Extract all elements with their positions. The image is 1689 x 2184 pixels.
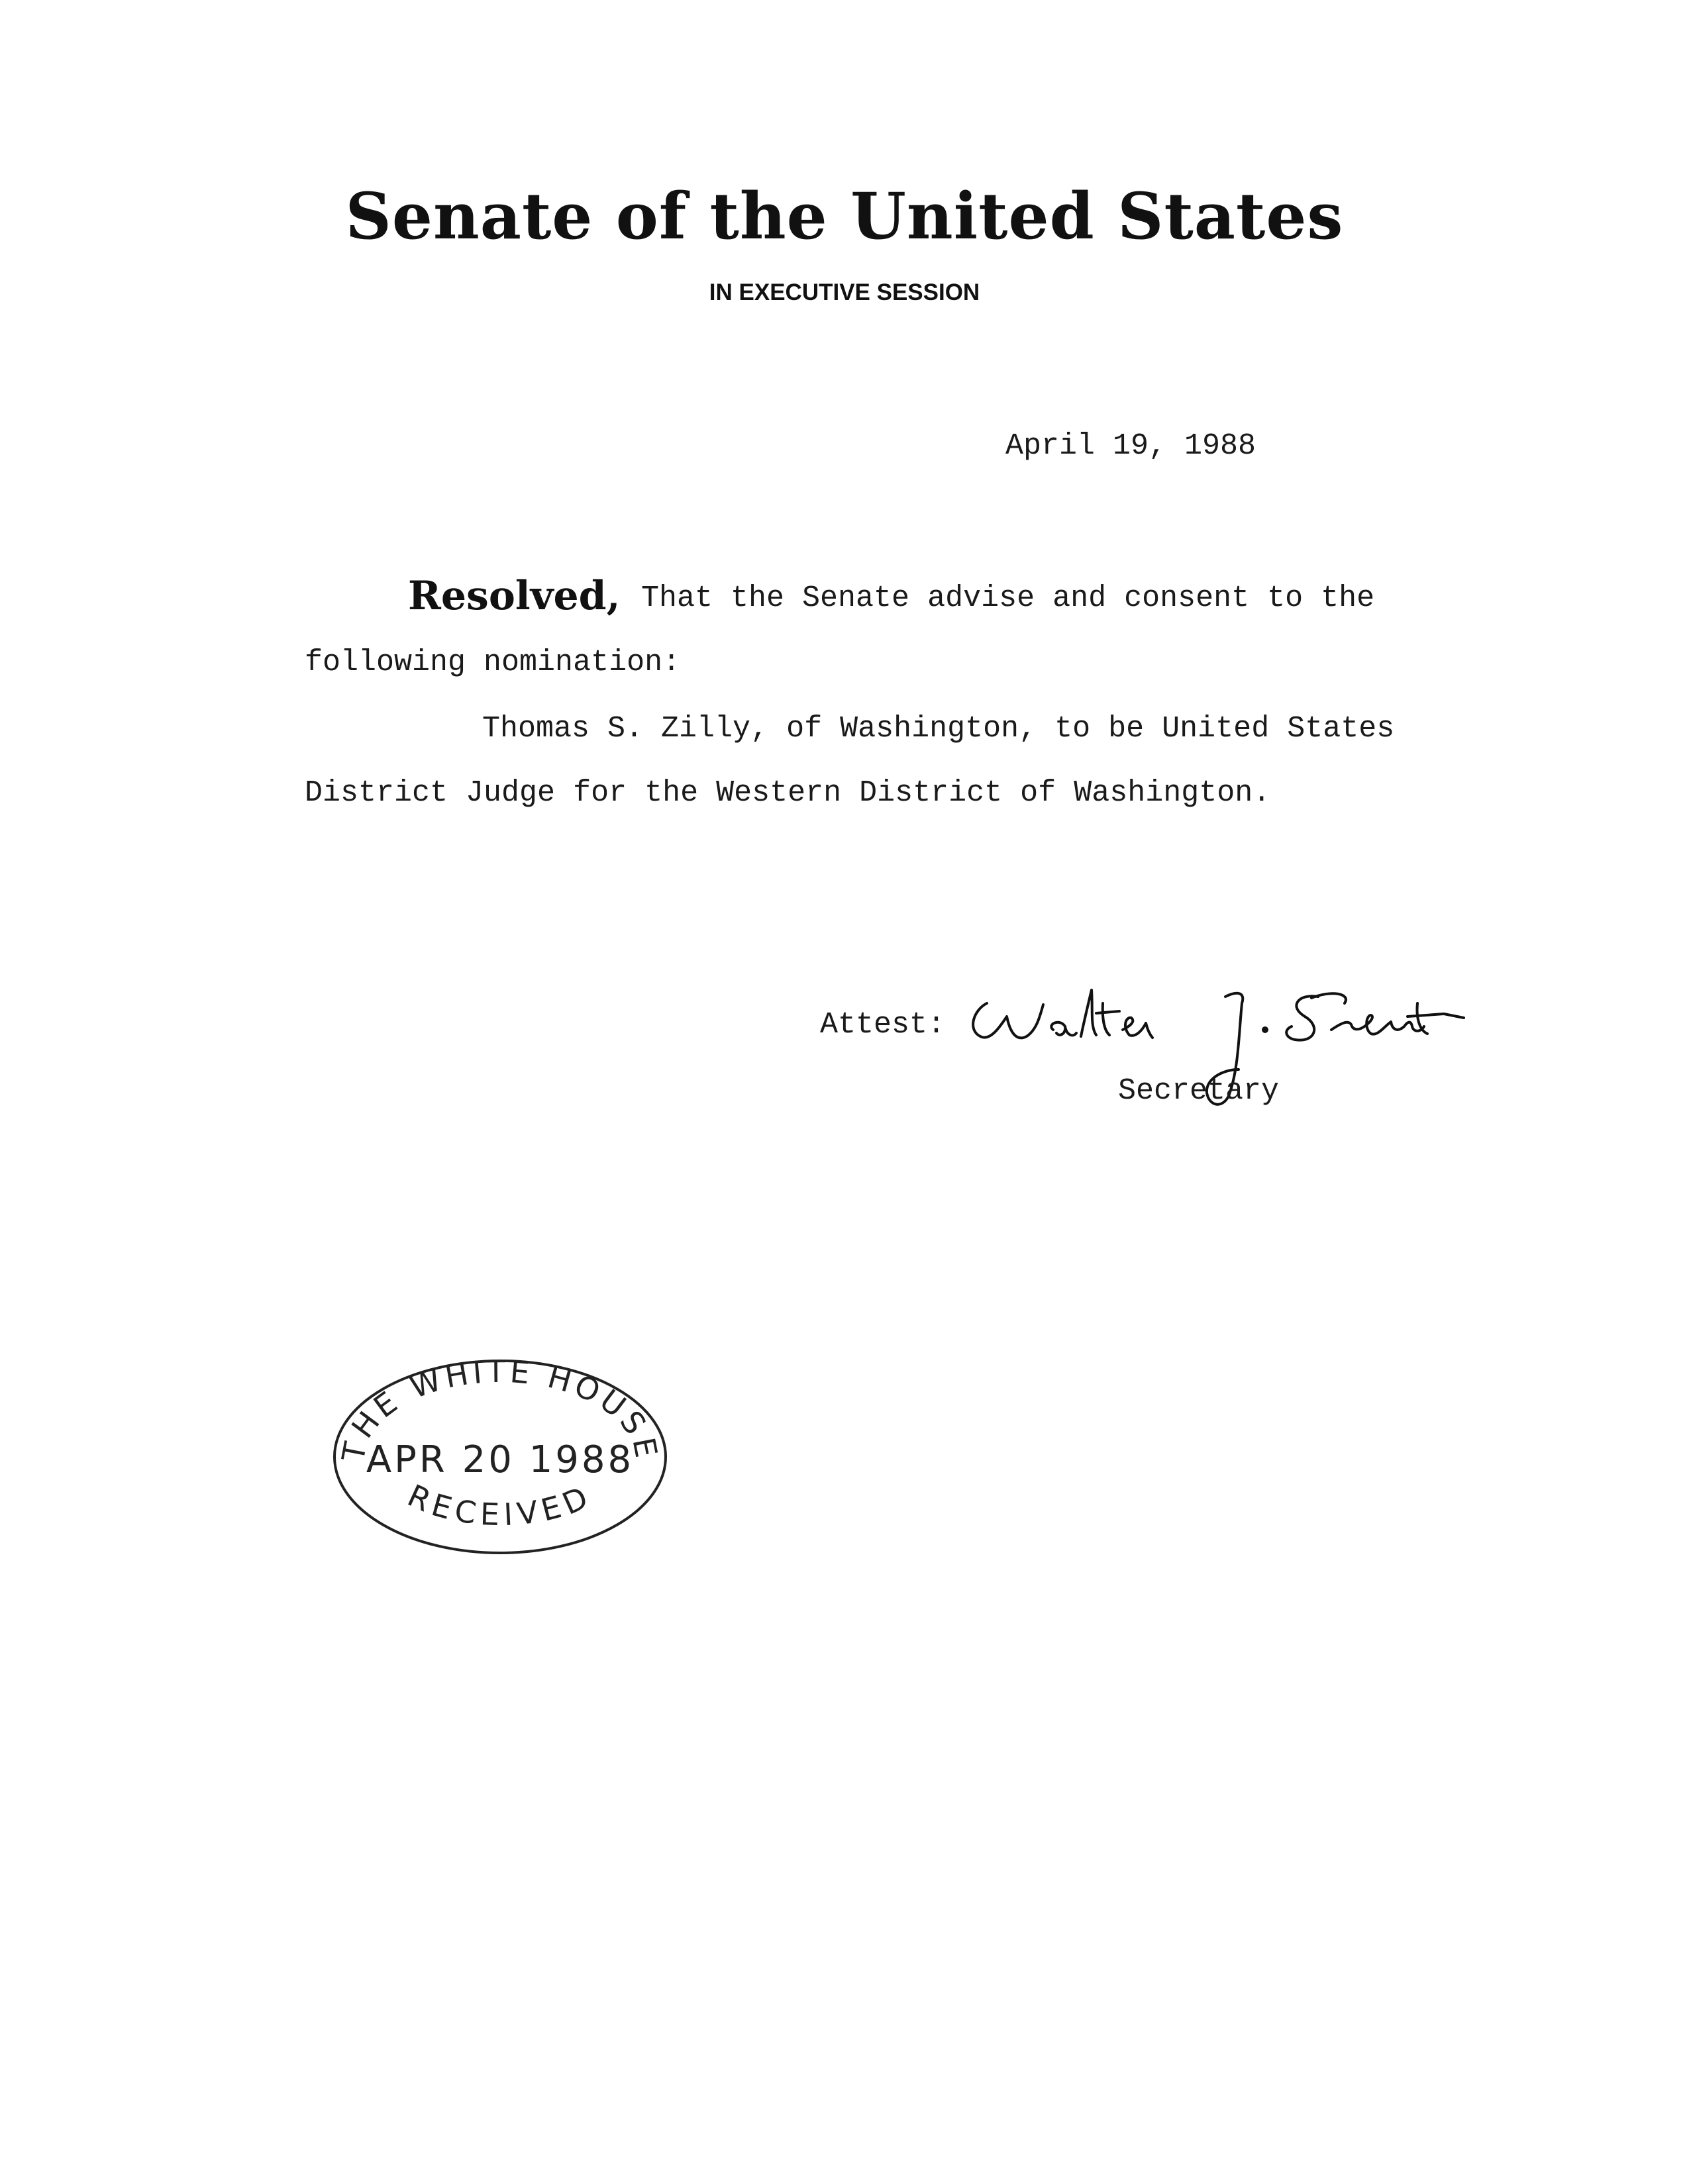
body-line-1: That the Senate advise and consent to the — [641, 581, 1375, 615]
attest-title: Secretary — [1118, 1074, 1280, 1108]
received-stamp — [328, 1354, 672, 1560]
document-title: Senate of the United States — [345, 179, 1344, 254]
document-date: April 19, 1988 — [1005, 429, 1256, 463]
body-line-2: following nomination: — [305, 646, 681, 679]
svg-text:THE WHITE HOUSE: THE WHITE HOUSE — [334, 1354, 666, 1465]
body-line-4: District Judge for the Western District of Washington. — [305, 776, 1271, 810]
stamp-date: APR 20 1988 — [366, 1438, 635, 1481]
resolved-heading: Resolved, — [408, 573, 621, 619]
body-line-3: Thomas S. Zilly, of Washington, to be United States — [482, 712, 1395, 746]
attest-label: Attest: — [820, 1008, 946, 1042]
document-subtitle: IN EXECUTIVE SESSION — [709, 279, 980, 305]
svg-text:RECEIVED: RECEIVED — [402, 1477, 598, 1533]
